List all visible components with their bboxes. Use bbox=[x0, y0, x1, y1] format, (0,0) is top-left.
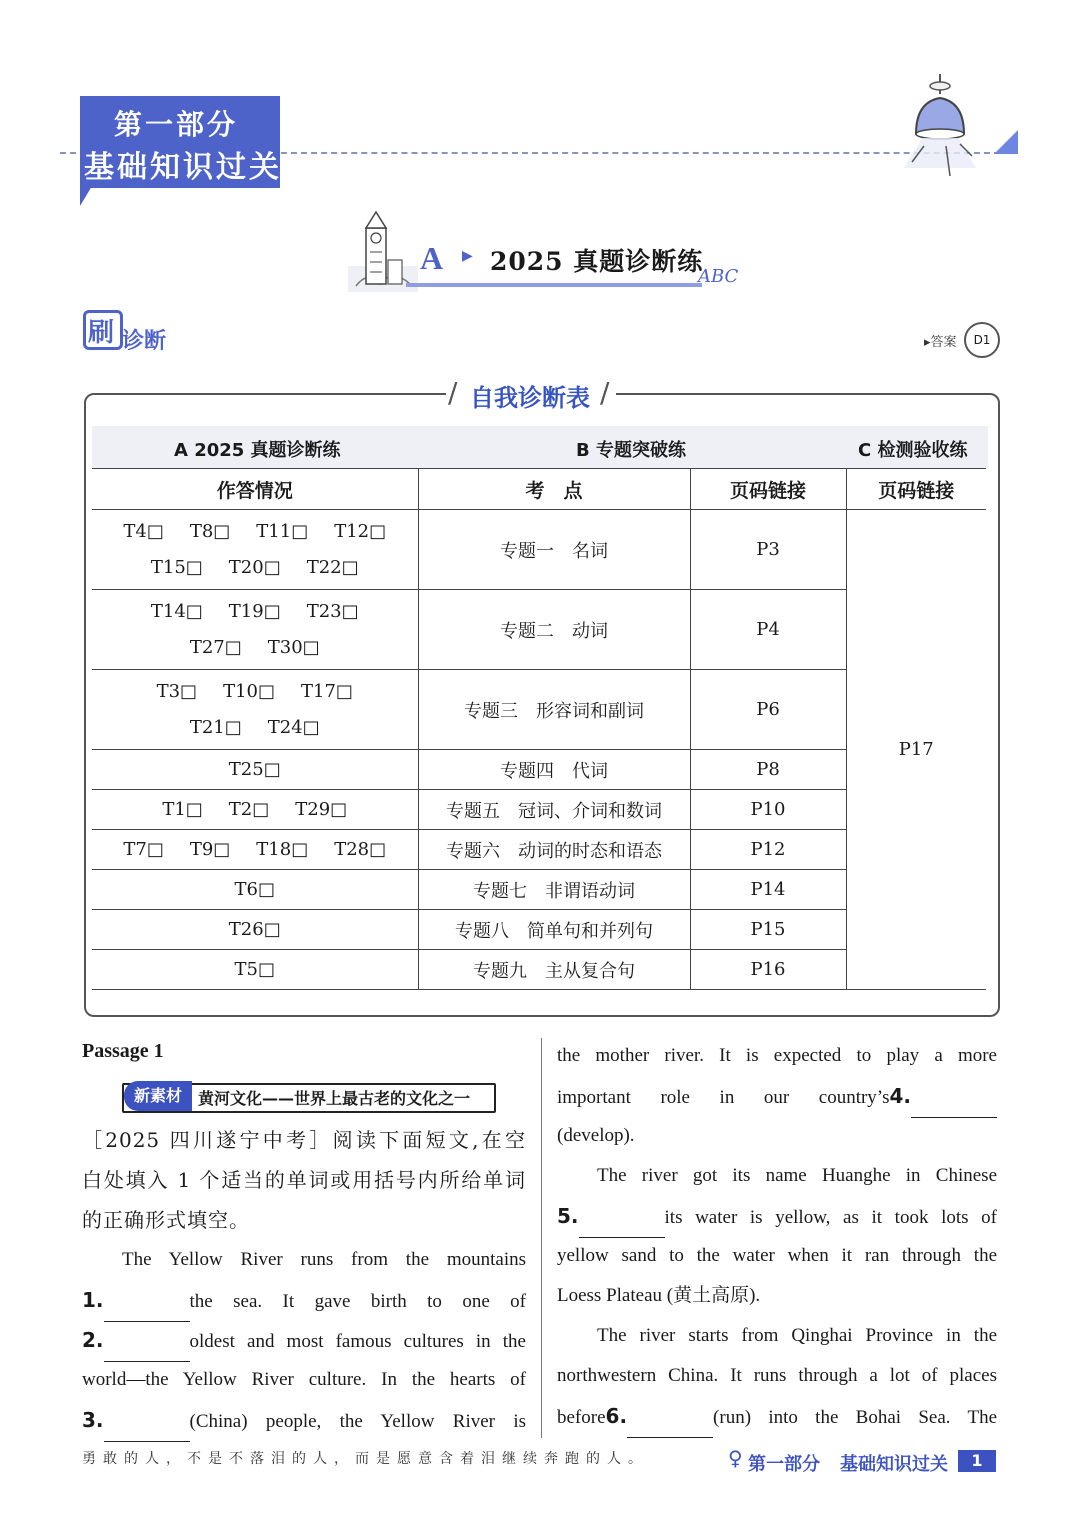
answer-items-cell bbox=[92, 910, 418, 950]
passage-line: (develop). bbox=[557, 1125, 635, 1146]
passage-text: the sea. It gave birth to one of bbox=[189, 1291, 526, 1312]
material-tag-badge: 新素材 bbox=[124, 1081, 192, 1111]
table-header-row bbox=[92, 469, 986, 510]
topic-cell: 专题三 形容词和副词 bbox=[418, 670, 690, 750]
passage-line bbox=[82, 1280, 526, 1320]
passage-text: important role in our country’s bbox=[557, 1087, 890, 1108]
answer-blank-2[interactable] bbox=[104, 1339, 190, 1362]
answer-items-cell bbox=[92, 670, 418, 750]
diagnosis-table-body bbox=[92, 469, 986, 990]
answer-items-line bbox=[92, 674, 418, 710]
answer-checkbox-item[interactable]: T18□ bbox=[256, 838, 309, 860]
instruction-line: 白处填入 1 个适当的单词或用括号内所给单词 bbox=[82, 1168, 526, 1192]
answer-blank-3[interactable] bbox=[104, 1419, 190, 1442]
answer-items-line bbox=[92, 710, 418, 746]
answer-items-cell bbox=[92, 830, 418, 870]
answer-checkbox-item[interactable]: T25□ bbox=[228, 758, 281, 780]
answer-checkbox-item[interactable]: T22□ bbox=[306, 556, 359, 578]
topic-cell: 专题九 主从复合句 bbox=[418, 950, 690, 990]
diagnosis-table bbox=[92, 468, 986, 990]
page-link-cell[interactable]: P8 bbox=[690, 750, 846, 790]
answer-checkbox-item[interactable]: T30□ bbox=[267, 636, 320, 658]
title-slash-left: / bbox=[448, 376, 458, 409]
answer-items-line bbox=[92, 514, 418, 550]
lamp-icon bbox=[900, 72, 980, 182]
page-link-cell[interactable]: P6 bbox=[690, 670, 846, 750]
answer-items-line bbox=[92, 832, 418, 868]
passage-line: The river starts from Qinghai Province in the bbox=[597, 1325, 997, 1346]
material-tag-text: 黄河文化——世界上最古老的文化之一 bbox=[198, 1089, 471, 1108]
section-title: 2025 真题诊断练 bbox=[490, 247, 704, 276]
answer-items bbox=[92, 792, 418, 828]
passage-line: yellow sand to the water when it ran through the bbox=[557, 1245, 997, 1266]
footer-part: 第一部分 bbox=[748, 1454, 820, 1475]
answer-checkbox-item[interactable]: T23□ bbox=[306, 600, 359, 622]
bulb-icon: ♀ bbox=[728, 1446, 743, 1470]
column-group-b: B 专题突破练 bbox=[576, 440, 686, 461]
answer-items-line bbox=[92, 550, 418, 586]
instruction-line: 的正确形式填空。 bbox=[82, 1208, 250, 1232]
answer-blank-4[interactable] bbox=[911, 1095, 997, 1118]
shua-char: 刷 bbox=[88, 318, 115, 348]
page-link-cell[interactable]: P15 bbox=[690, 910, 846, 950]
answer-checkbox-item[interactable]: T10□ bbox=[223, 680, 275, 702]
header-answers: 作答情况 bbox=[92, 469, 418, 510]
answer-items-line bbox=[92, 912, 418, 948]
corner-triangle bbox=[994, 130, 1018, 154]
topic-cell: 专题八 简单句和并列句 bbox=[418, 910, 690, 950]
answer-checkbox-item[interactable]: T1□ bbox=[162, 798, 203, 820]
topic-cell: 专题七 非谓语动词 bbox=[418, 870, 690, 910]
answer-items-cell bbox=[92, 750, 418, 790]
answer-checkbox-item[interactable]: T6□ bbox=[234, 878, 275, 900]
answer-checkbox-item[interactable]: T5□ bbox=[234, 958, 275, 980]
section-letter: A bbox=[420, 240, 444, 276]
topic-cell: 专题四 代词 bbox=[418, 750, 690, 790]
answer-items-line bbox=[92, 952, 418, 988]
answer-items bbox=[92, 514, 418, 586]
column-divider bbox=[541, 1038, 542, 1438]
page-link-cell[interactable]: P12 bbox=[690, 830, 846, 870]
diagnosis-label: 诊断 bbox=[122, 329, 167, 354]
answer-items bbox=[92, 952, 418, 988]
page-number: 1 bbox=[958, 1450, 996, 1472]
answer-items bbox=[92, 674, 418, 746]
answer-items-cell bbox=[92, 950, 418, 990]
answer-items-line bbox=[92, 630, 418, 666]
answer-items-line bbox=[92, 872, 418, 908]
answer-items-line bbox=[92, 594, 418, 630]
answer-checkbox-item[interactable]: T15□ bbox=[150, 556, 203, 578]
part-title: 基础知识过关 bbox=[84, 150, 282, 185]
answer-blank-5[interactable] bbox=[579, 1215, 665, 1238]
answer-blank-6[interactable] bbox=[627, 1415, 713, 1438]
answer-items-line bbox=[92, 752, 418, 788]
answer-checkbox-item[interactable]: T20□ bbox=[228, 556, 281, 578]
diagnosis-title: 自我诊断表 bbox=[470, 384, 590, 412]
answer-checkbox-item[interactable]: T8□ bbox=[189, 520, 231, 542]
answer-checkbox-item[interactable]: T27□ bbox=[189, 636, 242, 658]
topic-cell: 专题六 动词的时态和语态 bbox=[418, 830, 690, 870]
answer-items bbox=[92, 594, 418, 666]
column-group-a: A 2025 真题诊断练 bbox=[174, 440, 341, 461]
answer-blank-1[interactable] bbox=[104, 1299, 190, 1322]
answer-checkbox-item[interactable]: T17□ bbox=[300, 680, 353, 702]
answer-checkbox-item[interactable]: T21□ bbox=[189, 716, 242, 738]
title-slash-right: / bbox=[600, 376, 610, 409]
answer-checkbox-item[interactable]: T12□ bbox=[334, 520, 387, 542]
answer-checkbox-item[interactable]: T14□ bbox=[150, 600, 203, 622]
page-link-cell[interactable]: P4 bbox=[690, 590, 846, 670]
passage-line bbox=[557, 1396, 997, 1436]
passage-left-column bbox=[82, 1120, 526, 1440]
answer-checkbox-item[interactable]: T19□ bbox=[228, 600, 281, 622]
section-title-underline bbox=[406, 283, 702, 287]
passage-line bbox=[557, 1076, 997, 1116]
passage-line bbox=[82, 1320, 526, 1360]
blank-number: 3. bbox=[82, 1408, 104, 1432]
answer-items bbox=[92, 912, 418, 948]
column-group-c: C 检测验收练 bbox=[858, 440, 968, 461]
page-link-cell[interactable]: P3 bbox=[690, 510, 846, 590]
answer-items bbox=[92, 752, 418, 788]
passage-title: Passage 1 bbox=[82, 1040, 164, 1062]
answer-label: ▸答案 bbox=[924, 335, 957, 350]
passage-line: The river got its name Huanghe in Chinese bbox=[597, 1165, 997, 1186]
topic-cell: 专题五 冠词、介词和数词 bbox=[418, 790, 690, 830]
footer-section: 基础知识过关 bbox=[840, 1454, 948, 1475]
tower-illustration-icon bbox=[348, 210, 418, 294]
blank-number: 5. bbox=[557, 1204, 579, 1228]
passage-text: (China) people, the Yellow River is bbox=[189, 1411, 526, 1432]
page-link-cell[interactable]: P14 bbox=[690, 870, 846, 910]
answer-checkbox-item[interactable]: T26□ bbox=[228, 918, 281, 940]
answer-checkbox-item[interactable]: T7□ bbox=[123, 838, 164, 860]
passage-right-column bbox=[557, 1036, 997, 1436]
page-link-cell[interactable]: P16 bbox=[690, 950, 846, 990]
answer-items-cell bbox=[92, 870, 418, 910]
answer-items-cell bbox=[92, 790, 418, 830]
blank-number: 6. bbox=[605, 1404, 628, 1428]
passage-line: the mother river. It is expected to play a more bbox=[557, 1045, 997, 1066]
header-page-link-b: 页码链接 bbox=[690, 469, 846, 510]
answer-checkbox-item[interactable]: T28□ bbox=[334, 838, 387, 860]
answer-checkbox-item[interactable]: T29□ bbox=[295, 798, 348, 820]
passage-line: Loess Plateau (黄土高原). bbox=[557, 1285, 761, 1306]
topic-cell: 专题一 名词 bbox=[418, 510, 690, 590]
answer-checkbox-item[interactable]: T24□ bbox=[267, 716, 320, 738]
answer-items bbox=[92, 872, 418, 908]
part-banner-tail bbox=[80, 186, 92, 206]
header-page-link-c: 页码链接 bbox=[846, 469, 986, 510]
blank-number: 4. bbox=[889, 1084, 911, 1108]
part-label: 第一部分 bbox=[114, 108, 239, 141]
answer-code: D1 bbox=[964, 322, 1000, 358]
passage-text: before bbox=[557, 1407, 606, 1428]
answer-checkbox-item[interactable]: T2□ bbox=[228, 798, 270, 820]
answer-items bbox=[92, 832, 418, 868]
instruction-line: ［2025 四川遂宁中考］阅读下面短文,在空 bbox=[82, 1128, 526, 1152]
answer-checkbox-item[interactable]: T9□ bbox=[189, 838, 231, 860]
passage-line bbox=[557, 1196, 997, 1236]
review-page-link-cell[interactable]: P17 bbox=[846, 510, 986, 990]
passage-line: The Yellow River runs from the mountains bbox=[122, 1249, 526, 1270]
table-row bbox=[92, 510, 986, 590]
blank-number: 1. bbox=[82, 1288, 104, 1312]
topic-cell: 专题二 动词 bbox=[418, 590, 690, 670]
passage-line: northwestern China. It runs through a lot of places bbox=[557, 1365, 997, 1386]
answer-checkbox-item[interactable]: T3□ bbox=[156, 680, 198, 702]
answer-checkbox-item[interactable]: T4□ bbox=[123, 520, 164, 542]
passage-text: oldest and most famous cultures in the bbox=[189, 1331, 526, 1352]
blank-number: 2. bbox=[82, 1328, 104, 1352]
page-link-cell[interactable]: P10 bbox=[690, 790, 846, 830]
passage-line bbox=[82, 1400, 526, 1440]
answer-checkbox-item[interactable]: T11□ bbox=[256, 520, 309, 542]
answer-items-line bbox=[92, 792, 418, 828]
answer-items-cell bbox=[92, 510, 418, 590]
passage-text: (run) into the Bohai Sea. The bbox=[713, 1407, 997, 1428]
footer-motto: 勇敢的人，不是不落泪的人，而是愿意含着泪继续奔跑的人。 bbox=[82, 1451, 649, 1467]
passage-line: world—the Yellow River culture. In the hearts of bbox=[82, 1369, 526, 1390]
section-arrow-icon: ▶ bbox=[462, 248, 473, 264]
section-abc-decoration: ABC bbox=[698, 266, 739, 287]
passage-text: its water is yellow, as it took lots of bbox=[664, 1207, 997, 1228]
header-topic: 考 点 bbox=[418, 469, 690, 510]
answer-items-cell bbox=[92, 590, 418, 670]
